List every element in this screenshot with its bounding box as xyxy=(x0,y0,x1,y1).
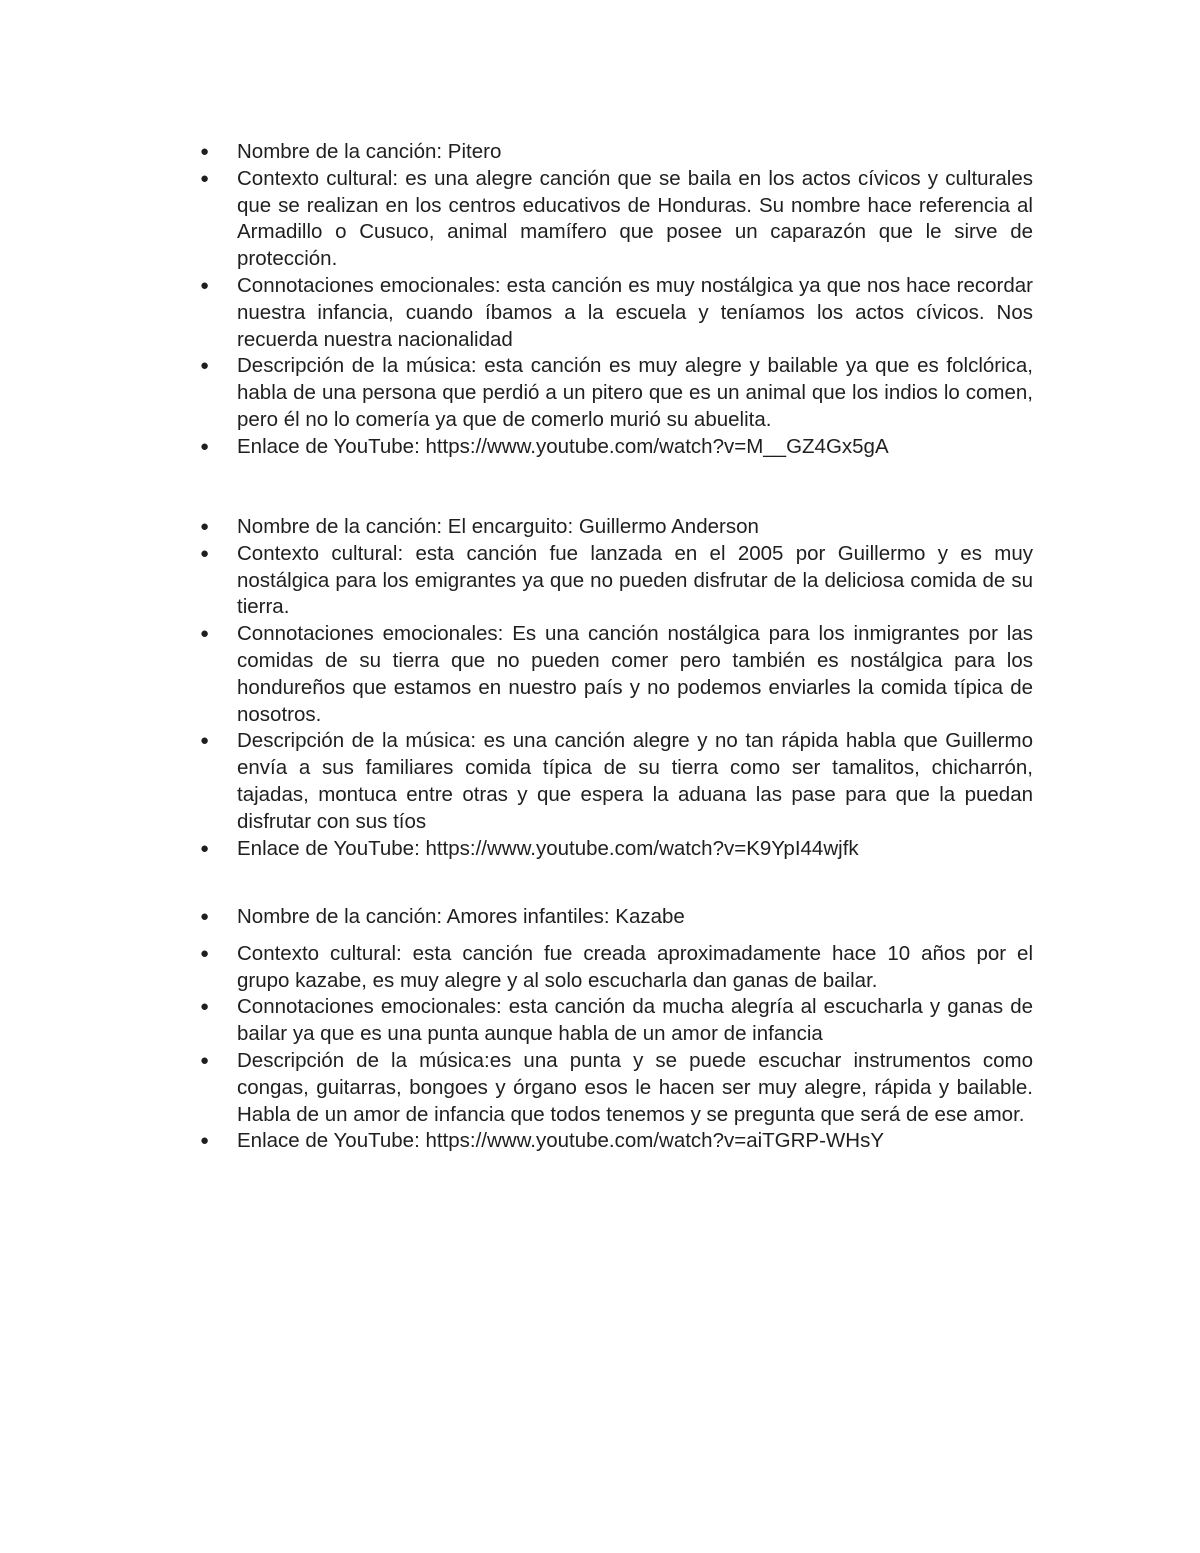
bullet-icon: ● xyxy=(200,625,210,643)
cultural-context-text: Contexto cultural: esta canción fue lanzada en el 2005 por Guillermo y es muy nostálgica para los emigrantes ya que no pueden disfrutar de la deliciosa comida de su tierra. xyxy=(237,541,1033,619)
song-block-amores-infantiles xyxy=(0,904,1033,1155)
music-description-text: Descripción de la música: es una canción alegre y no tan rápida habla que Guillermo envía a sus familiares comida típica de su tierra como ser tamalitos, chicharrón, tajadas, montuca entre otras y que espera la aduana las pase para que la puedan disfrutar con sus tíos xyxy=(237,729,1033,833)
list-item xyxy=(0,273,1033,353)
list-item xyxy=(0,353,1033,433)
list-item xyxy=(0,836,1033,863)
bullet-icon: ● xyxy=(200,908,210,925)
bullet-icon: ● xyxy=(200,732,210,750)
list-item xyxy=(0,621,1033,728)
list-item xyxy=(0,1128,1033,1155)
song-block-pitero xyxy=(0,139,1033,461)
list-item xyxy=(0,166,1033,273)
bullet-icon: ● xyxy=(200,1051,210,1069)
list-item xyxy=(0,514,1033,541)
bullet-icon: ● xyxy=(200,437,210,455)
list-item xyxy=(0,541,1033,621)
bullet-icon: ● xyxy=(200,276,210,294)
bullet-icon: ● xyxy=(200,839,210,857)
list-item xyxy=(0,728,1033,835)
list-item xyxy=(0,904,1033,931)
list-item xyxy=(0,994,1033,1048)
emotional-connotations-text: Connotaciones emocionales: esta canción da mucha alegría al escucharla y ganas de bailar ya que es una punta aunque habla de un amor de infancia xyxy=(237,995,1033,1046)
bullet-icon: ● xyxy=(200,944,210,962)
list-item xyxy=(0,139,1033,166)
list-item xyxy=(0,434,1033,461)
song-block-el-encarguito xyxy=(0,514,1033,862)
bullet-icon: ● xyxy=(200,143,210,160)
bullet-icon: ● xyxy=(200,518,210,535)
bullet-icon: ● xyxy=(200,169,210,187)
cultural-context-text: Contexto cultural: es una alegre canción que se baila en los actos cívicos y culturales que se realizan en los centros educativos de Honduras. Su nombre hace referencia al Armadillo o Cusuco, animal mamífero que posee un caparazón que le sirve de protección. xyxy=(237,166,1033,271)
song-name-text: Nombre de la canción: El encarguito: Guillermo Anderson xyxy=(237,515,759,538)
song-name-text: Nombre de la canción: Amores infantiles: Kazabe xyxy=(237,905,685,928)
emotional-connotations-text: Connotaciones emocionales: esta canción es muy nostálgica ya que nos hace recordar nuestra infancia, cuando íbamos a la escuela y teníamos los actos cívicos. Nos recuerda nuestra nacionalidad xyxy=(237,273,1033,351)
youtube-link-text: Enlace de YouTube: https://www.youtube.com/watch?v=M__GZ4Gx5gA xyxy=(237,434,889,458)
music-description-text: Descripción de la música: esta canción es muy alegre y bailable ya que es folclórica, habla de una persona que perdió a un pitero que es un animal que los indios lo comen, pero él no lo comería ya que de comerlo murió su abuelita. xyxy=(237,354,1033,431)
music-description-text: Descripción de la música:es una punta y se puede escuchar instrumentos como congas, guitarras, bongoes y órgano esos le hacen ser muy alegre, rápida y bailable. Habla de un amor de infancia que todos tenemos y se pregunta que será de ese amor. xyxy=(237,1048,1033,1126)
cultural-context-text: Contexto cultural: esta canción fue creada aproximadamente hace 10 años por el grupo kazabe, es muy alegre y al solo escucharla dan ganas de bailar. xyxy=(237,941,1033,992)
youtube-link-text: Enlace de YouTube: https://www.youtube.com/watch?v=aiTGRP-WHsY xyxy=(237,1129,885,1153)
bullet-icon: ● xyxy=(200,998,210,1016)
song-name-text: Nombre de la canción: Pitero xyxy=(237,140,502,163)
list-item xyxy=(0,941,1033,995)
bullet-icon: ● xyxy=(200,544,210,562)
list-item xyxy=(0,1048,1033,1128)
bullet-icon: ● xyxy=(200,357,210,375)
youtube-link-text: Enlace de YouTube: https://www.youtube.com/watch?v=K9YpI44wjfk xyxy=(237,836,859,860)
emotional-connotations-text: Connotaciones emocionales: Es una canción nostálgica para los inmigrantes por las comidas de su tierra que no pueden comer pero también es nostálgica para los hondureños que estamos en nuestro país y no podemos enviarles la comida típica de nosotros. xyxy=(237,622,1033,726)
bullet-icon: ● xyxy=(200,1132,210,1150)
